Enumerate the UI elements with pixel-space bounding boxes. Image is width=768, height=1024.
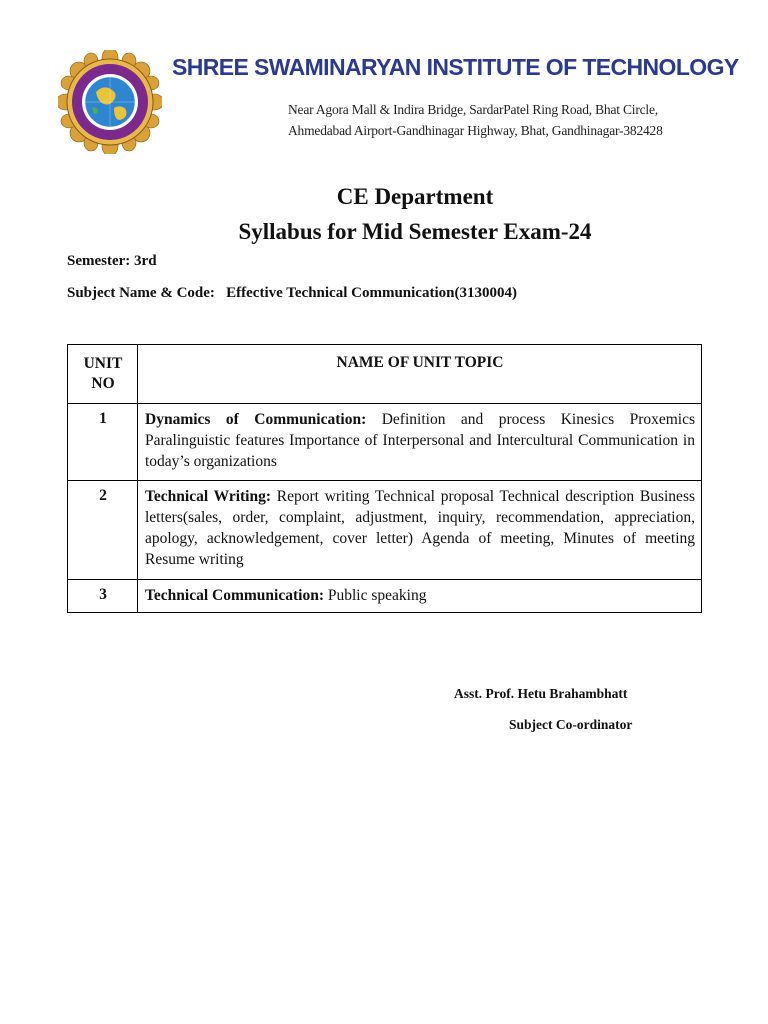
semester-label: Semester: [67, 253, 131, 269]
unit-topic-text: Definition and process Kinesics Proxemics Paralinguistic features Importance of Interpersonal and Intercultural Communication in today’s organizations [145, 411, 696, 470]
unit-topic-heading: Technical Writing: [145, 488, 272, 505]
institute-address-line-2: Ahmedabad Airport-Gandhinagar Highway, Bhat, Gandhinagar-382428 [288, 123, 663, 138]
subject-value: Effective Technical Communication(3130004) [226, 285, 517, 301]
unit-number: 2 [68, 481, 138, 580]
semester-line [67, 253, 157, 270]
coordinator-role: Subject Co-ordinator [509, 717, 633, 732]
table-row [68, 404, 702, 481]
unit-number: 3 [68, 580, 138, 613]
unit-topic-text: Report writing Technical proposal Technical description Business letters(sales, order, complaint, adjustment, inquiry, recommendation, appreciation, apology, acknowledgement, cover letter) Agenda of meeting, Minutes of meeting Resume writing [145, 488, 696, 568]
department-title: CE Department [336, 184, 494, 209]
institute-logo-icon [58, 50, 162, 154]
unit-topic-heading: Dynamics of Communication: [145, 411, 367, 428]
table-row [68, 481, 702, 580]
unit-header-line-2: NO [91, 375, 115, 392]
institute-address-line-1: Near Agora Mall & Indira Bridge, SardarPatel Ring Road, Bhat Circle, [288, 102, 658, 117]
subject-line [67, 285, 517, 302]
unit-header-line-1: UNIT [83, 355, 123, 372]
column-header-unit-no [68, 345, 138, 404]
coordinator-name: Asst. Prof. Hetu Brahambhatt [454, 686, 628, 701]
unit-topic [138, 404, 702, 481]
table-header-row [68, 345, 702, 404]
unit-topic-text: Public speaking [327, 587, 427, 604]
unit-topic [138, 580, 702, 613]
syllabus-table [67, 344, 702, 613]
column-header-topic: NAME OF UNIT TOPIC [138, 345, 702, 404]
unit-number: 1 [68, 404, 138, 481]
table-row [68, 580, 702, 613]
institute-name: SHREE SWAMINARYAN INSTITUTE OF TECHNOLOGY [172, 54, 739, 80]
unit-topic-heading: Technical Communication: [145, 587, 324, 604]
subject-label: Subject Name & Code: [67, 285, 215, 301]
semester-value: 3rd [134, 253, 157, 269]
unit-topic [138, 481, 702, 580]
exam-title: Syllabus for Mid Semester Exam-24 [238, 219, 592, 244]
